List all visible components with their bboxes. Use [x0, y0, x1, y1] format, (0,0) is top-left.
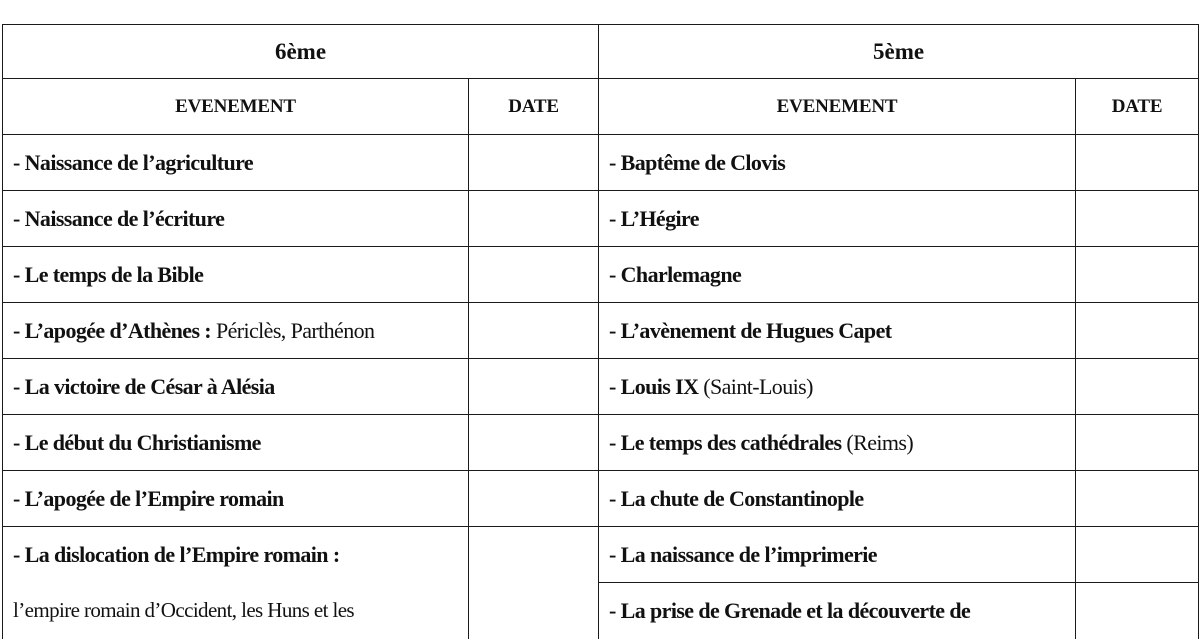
event-column-header-5eme: EVENEMENT — [599, 79, 1076, 135]
date-cell-5eme[interactable] — [1076, 303, 1199, 359]
event-cell-6eme — [3, 303, 469, 359]
event-label: - L’apogée de l’Empire romain — [13, 485, 284, 511]
event-label: - L’apogée d’Athènes : — [13, 317, 212, 343]
event-label: - La dislocation de l’Empire romain : — [13, 541, 340, 567]
event-cell-5eme — [599, 471, 1076, 527]
date-cell-5eme[interactable] — [1076, 135, 1199, 191]
table-row — [3, 303, 1199, 359]
event-cell-6eme — [3, 527, 469, 583]
event-label: - L’Hégire — [609, 205, 699, 231]
event-label: - Charlemagne — [609, 261, 742, 287]
event-label: - Le début du Christianisme — [13, 429, 261, 455]
level-5eme-header: 5ème — [599, 25, 1199, 79]
date-column-header-5eme: DATE — [1076, 79, 1199, 135]
level-6eme-header: 6ème — [3, 25, 599, 79]
event-cell-6eme — [3, 247, 469, 303]
event-cell-6eme — [3, 471, 469, 527]
date-cell-6eme[interactable] — [469, 191, 599, 247]
date-cell-5eme[interactable] — [1076, 527, 1199, 583]
event-detail: l’empire romain d’Occident, les Huns et les — [13, 598, 355, 622]
date-cell-6eme[interactable] — [469, 135, 599, 191]
event-cell-6eme — [3, 583, 469, 639]
event-label: - Louis IX — [609, 373, 699, 399]
event-label: - Le temps de la Bible — [13, 261, 204, 287]
date-cell-5eme[interactable] — [1076, 471, 1199, 527]
table-row — [3, 135, 1199, 191]
table-row — [3, 471, 1199, 527]
date-cell-5eme[interactable] — [1076, 359, 1199, 415]
event-label: - Baptême de Clovis — [609, 149, 786, 175]
event-label: - La prise de Grenade et la découverte de — [609, 597, 971, 623]
event-label: - La naissance de l’imprimerie — [609, 541, 877, 567]
date-cell-6eme[interactable] — [469, 583, 599, 639]
event-label: - L’avènement de Hugues Capet — [609, 317, 892, 343]
date-cell-5eme[interactable] — [1076, 415, 1199, 471]
date-cell-6eme[interactable] — [469, 359, 599, 415]
date-cell-6eme[interactable] — [469, 415, 599, 471]
events-table — [2, 24, 1199, 639]
event-cell-5eme — [599, 247, 1076, 303]
date-cell-5eme[interactable] — [1076, 191, 1199, 247]
table-row — [3, 247, 1199, 303]
event-cell-5eme — [599, 191, 1076, 247]
event-label: - La chute de Constantinople — [609, 485, 864, 511]
event-detail: (Saint-Louis) — [698, 373, 813, 399]
date-cell-5eme[interactable] — [1076, 583, 1199, 639]
event-label: - Naissance de l’écriture — [13, 205, 225, 231]
table-row — [3, 359, 1199, 415]
table-row — [3, 191, 1199, 247]
event-label: - Le temps des cathédrales — [609, 429, 842, 455]
event-cell-6eme — [3, 191, 469, 247]
date-cell-6eme[interactable] — [469, 527, 599, 583]
event-column-header-6eme: EVENEMENT — [3, 79, 469, 135]
event-label: - Naissance de l’agriculture — [13, 149, 254, 175]
event-cell-5eme — [599, 527, 1076, 583]
event-cell-5eme — [599, 135, 1076, 191]
event-cell-6eme — [3, 359, 469, 415]
event-cell-5eme — [599, 583, 1076, 639]
event-cell-5eme — [599, 359, 1076, 415]
event-cell-5eme — [599, 303, 1076, 359]
date-cell-6eme[interactable] — [469, 471, 599, 527]
date-column-header-6eme: DATE — [469, 79, 599, 135]
level-header-row — [3, 25, 1199, 79]
event-detail: (Reims) — [841, 429, 914, 455]
column-header-row — [3, 79, 1199, 135]
table-row — [3, 583, 1199, 639]
date-cell-5eme[interactable] — [1076, 247, 1199, 303]
date-cell-6eme[interactable] — [469, 303, 599, 359]
event-cell-6eme — [3, 135, 469, 191]
event-cell-6eme — [3, 415, 469, 471]
event-label: - La victoire de César à Alésia — [13, 373, 275, 399]
date-cell-6eme[interactable] — [469, 247, 599, 303]
event-detail: Périclès, Parthénon — [211, 317, 375, 343]
table-row — [3, 415, 1199, 471]
table-row — [3, 527, 1199, 583]
event-cell-5eme — [599, 415, 1076, 471]
